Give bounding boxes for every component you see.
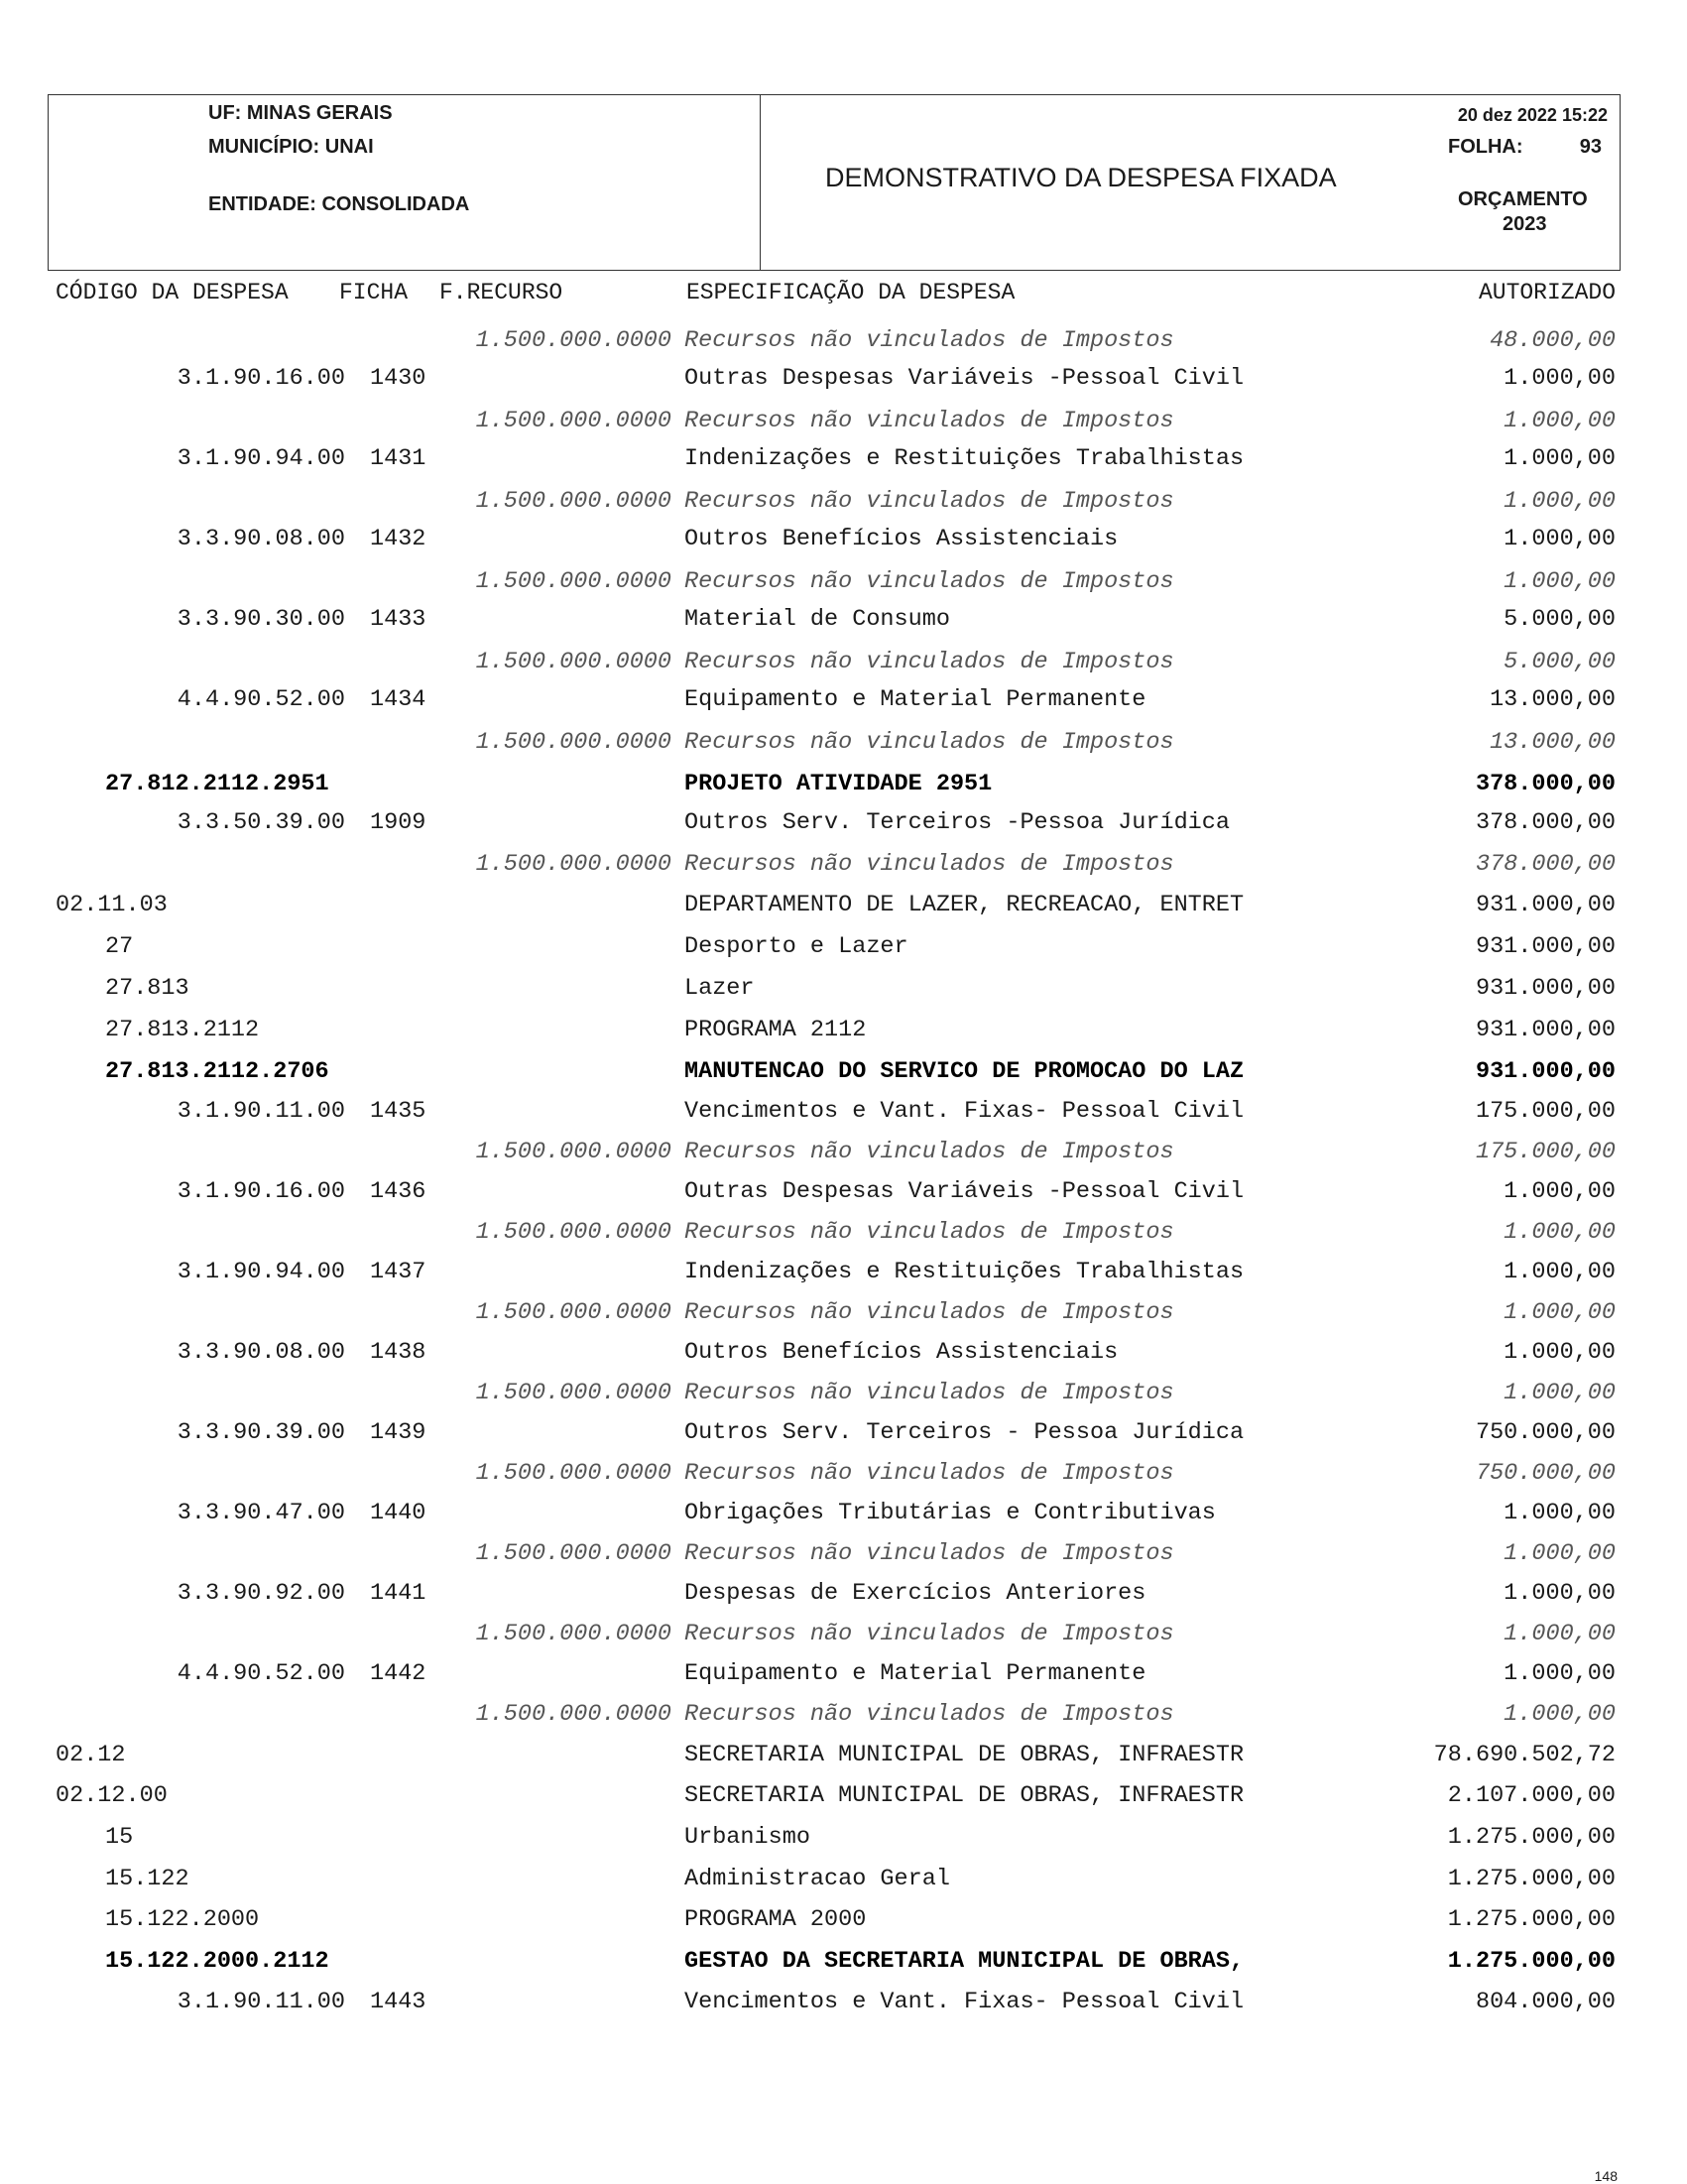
authorized-value: 931.000,00 bbox=[1475, 933, 1616, 960]
expense-description: Equipamento e Material Permanente bbox=[684, 686, 1146, 713]
municipio-label: MUNICÍPIO: UNAI bbox=[208, 136, 374, 158]
table-row bbox=[0, 1823, 1687, 1853]
expense-description: Indenizações e Restituições Trabalhistas bbox=[684, 445, 1245, 472]
expense-code: 27.813.2112 bbox=[105, 1017, 260, 1043]
fonte-recurso: 1.500.000.0000 bbox=[475, 1139, 671, 1165]
authorized-value: 1.000,00 bbox=[1504, 1178, 1616, 1205]
fonte-recurso: 1.500.000.0000 bbox=[475, 851, 671, 878]
authorized-value: 1.000,00 bbox=[1504, 1259, 1616, 1285]
ficha-number: 1437 bbox=[370, 1259, 426, 1285]
expense-code: 3.3.90.30.00 bbox=[177, 606, 345, 633]
table-row bbox=[0, 1418, 1687, 1448]
expense-description: Recursos não vinculados de Impostos bbox=[684, 1299, 1174, 1326]
expense-code: 3.3.90.08.00 bbox=[177, 526, 345, 552]
authorized-value: 1.275.000,00 bbox=[1447, 1824, 1616, 1851]
fonte-recurso: 1.500.000.0000 bbox=[475, 649, 671, 675]
expense-description: DEPARTAMENTO DE LAZER, RECREACAO, ENTRET bbox=[684, 892, 1245, 918]
authorized-value: 931.000,00 bbox=[1475, 1017, 1616, 1043]
authorized-value: 1.000,00 bbox=[1504, 1219, 1616, 1246]
table-row bbox=[0, 1620, 1687, 1649]
column-header-ficha: FICHA bbox=[339, 280, 409, 305]
ficha-number: 1434 bbox=[370, 686, 426, 713]
authorized-value: 750.000,00 bbox=[1475, 1419, 1616, 1446]
expense-code: 27.813 bbox=[105, 975, 189, 1002]
expense-description: Vencimentos e Vant. Fixas- Pessoal Civil bbox=[684, 1098, 1245, 1125]
expense-code: 3.3.90.08.00 bbox=[177, 1339, 345, 1366]
table-row bbox=[0, 1338, 1687, 1368]
fonte-recurso: 1.500.000.0000 bbox=[475, 1219, 671, 1246]
expense-description: Recursos não vinculados de Impostos bbox=[684, 488, 1174, 515]
fonte-recurso: 1.500.000.0000 bbox=[475, 1380, 671, 1406]
expense-description: Despesas de Exercícios Anteriores bbox=[684, 1580, 1146, 1607]
ficha-number: 1439 bbox=[370, 1419, 426, 1446]
authorized-value: 1.000,00 bbox=[1504, 1621, 1616, 1647]
table-row bbox=[0, 1097, 1687, 1127]
authorized-value: 750.000,00 bbox=[1475, 1460, 1616, 1487]
authorized-value: 1.000,00 bbox=[1504, 568, 1616, 595]
fonte-recurso: 1.500.000.0000 bbox=[475, 488, 671, 515]
expense-description: PROGRAMA 2112 bbox=[684, 1017, 867, 1043]
authorized-value: 5.000,00 bbox=[1504, 606, 1616, 633]
table-row bbox=[0, 1741, 1687, 1770]
expense-description: Recursos não vinculados de Impostos bbox=[684, 568, 1174, 595]
table-row bbox=[0, 1258, 1687, 1287]
authorized-value: 804.000,00 bbox=[1475, 1989, 1616, 2015]
ficha-number: 1909 bbox=[370, 809, 426, 836]
ficha-number: 1443 bbox=[370, 1989, 426, 2015]
folha-label: FOLHA: bbox=[1448, 136, 1523, 158]
column-header-codigo: CÓDIGO DA DESPESA bbox=[56, 280, 289, 305]
authorized-value: 1.000,00 bbox=[1504, 1380, 1616, 1406]
expense-description: Recursos não vinculados de Impostos bbox=[684, 408, 1174, 434]
ficha-number: 1431 bbox=[370, 445, 426, 472]
expense-code: 27.812.2112.2951 bbox=[105, 771, 329, 797]
table-row bbox=[0, 1539, 1687, 1569]
expense-code: 3.3.90.39.00 bbox=[177, 1419, 345, 1446]
table-row bbox=[0, 891, 1687, 920]
expense-description: Material de Consumo bbox=[684, 606, 950, 633]
expense-description: Recursos não vinculados de Impostos bbox=[684, 649, 1174, 675]
expense-code: 15 bbox=[105, 1824, 134, 1851]
column-header-especificacao: ESPECIFICAÇÃO DA DESPESA bbox=[686, 280, 1016, 305]
expense-description: Lazer bbox=[684, 975, 755, 1002]
table-row bbox=[0, 648, 1687, 677]
authorized-value: 2.107.000,00 bbox=[1447, 1782, 1616, 1809]
expense-code: 15.122.2000 bbox=[105, 1906, 260, 1933]
orcamento-label: ORÇAMENTO bbox=[1458, 188, 1588, 210]
expense-description: Recursos não vinculados de Impostos bbox=[684, 729, 1174, 756]
expense-description: Outros Serv. Terceiros - Pessoa Jurídica bbox=[684, 1419, 1245, 1446]
authorized-value: 1.000,00 bbox=[1504, 408, 1616, 434]
fonte-recurso: 1.500.000.0000 bbox=[475, 1460, 671, 1487]
authorized-value: 1.275.000,00 bbox=[1447, 1866, 1616, 1892]
header-divider bbox=[760, 94, 761, 271]
authorized-value: 931.000,00 bbox=[1475, 1058, 1616, 1085]
fonte-recurso: 1.500.000.0000 bbox=[475, 1299, 671, 1326]
expense-description: MANUTENCAO DO SERVICO DE PROMOCAO DO LAZ bbox=[684, 1058, 1245, 1085]
expense-description: Recursos não vinculados de Impostos bbox=[684, 1460, 1174, 1487]
expense-description: Outros Serv. Terceiros -Pessoa Jurídica bbox=[684, 809, 1230, 836]
expense-description: Desporto e Lazer bbox=[684, 933, 908, 960]
table-row bbox=[0, 1700, 1687, 1730]
table-row bbox=[0, 487, 1687, 517]
expense-code: 4.4.90.52.00 bbox=[177, 1660, 345, 1687]
expense-description: Recursos não vinculados de Impostos bbox=[684, 1701, 1174, 1728]
entidade-label: ENTIDADE: CONSOLIDADA bbox=[208, 193, 470, 215]
report-datetime: 20 dez 2022 15:22 bbox=[1457, 105, 1608, 125]
authorized-value: 931.000,00 bbox=[1475, 892, 1616, 918]
expense-description: Outras Despesas Variáveis -Pessoal Civil bbox=[684, 1178, 1245, 1205]
expense-description: Recursos não vinculados de Impostos bbox=[684, 851, 1174, 878]
folha-value: 93 bbox=[1579, 136, 1602, 158]
expense-code: 02.12 bbox=[56, 1742, 126, 1768]
expense-code: 27 bbox=[105, 933, 134, 960]
ficha-number: 1441 bbox=[370, 1580, 426, 1607]
expense-description: Vencimentos e Vant. Fixas- Pessoal Civil bbox=[684, 1989, 1245, 2015]
expense-description: Recursos não vinculados de Impostos bbox=[684, 327, 1174, 354]
authorized-value: 1.000,00 bbox=[1504, 1540, 1616, 1567]
table-row bbox=[0, 1298, 1687, 1328]
authorized-value: 1.000,00 bbox=[1504, 1500, 1616, 1526]
table-row bbox=[0, 1177, 1687, 1207]
authorized-value: 1.275.000,00 bbox=[1447, 1906, 1616, 1933]
expense-description: Equipamento e Material Permanente bbox=[684, 1660, 1146, 1687]
expense-description: SECRETARIA MUNICIPAL DE OBRAS, INFRAESTR bbox=[684, 1782, 1245, 1809]
expense-description: Recursos não vinculados de Impostos bbox=[684, 1139, 1174, 1165]
table-row bbox=[0, 1057, 1687, 1087]
table-row bbox=[0, 1579, 1687, 1609]
table-row bbox=[0, 1499, 1687, 1528]
table-row bbox=[0, 525, 1687, 554]
authorized-value: 931.000,00 bbox=[1475, 975, 1616, 1002]
table-row bbox=[0, 444, 1687, 474]
table-row bbox=[0, 1905, 1687, 1935]
expense-description: Outros Benefícios Assistenciais bbox=[684, 1339, 1119, 1366]
table-row bbox=[0, 1379, 1687, 1408]
expense-code: 15.122 bbox=[105, 1866, 189, 1892]
authorized-value: 1.000,00 bbox=[1504, 1339, 1616, 1366]
column-header-autorizado: AUTORIZADO bbox=[1478, 280, 1616, 305]
authorized-value: 1.000,00 bbox=[1504, 445, 1616, 472]
ficha-number: 1433 bbox=[370, 606, 426, 633]
expense-description: Recursos não vinculados de Impostos bbox=[684, 1219, 1174, 1246]
table-row bbox=[0, 932, 1687, 962]
expense-description: Obrigações Tributárias e Contributivas bbox=[684, 1500, 1216, 1526]
expense-code: 3.1.90.16.00 bbox=[177, 365, 345, 392]
ficha-number: 1440 bbox=[370, 1500, 426, 1526]
expense-code: 15.122.2000.2112 bbox=[105, 1948, 329, 1975]
ficha-number: 1442 bbox=[370, 1660, 426, 1687]
authorized-value: 78.690.502,72 bbox=[1433, 1742, 1616, 1768]
table-row bbox=[0, 1218, 1687, 1248]
ficha-number: 1432 bbox=[370, 526, 426, 552]
authorized-value: 1.000,00 bbox=[1504, 1580, 1616, 1607]
expense-code: 3.3.50.39.00 bbox=[177, 809, 345, 836]
uf-label: UF: MINAS GERAIS bbox=[208, 102, 393, 124]
expense-description: Recursos não vinculados de Impostos bbox=[684, 1540, 1174, 1567]
table-row bbox=[0, 685, 1687, 715]
expense-code: 3.1.90.16.00 bbox=[177, 1178, 345, 1205]
page-number: 148 bbox=[1594, 2168, 1618, 2184]
expense-code: 3.3.90.92.00 bbox=[177, 1580, 345, 1607]
expense-description: GESTAO DA SECRETARIA MUNICIPAL DE OBRAS, bbox=[684, 1948, 1245, 1975]
fonte-recurso: 1.500.000.0000 bbox=[475, 408, 671, 434]
authorized-value: 1.000,00 bbox=[1504, 365, 1616, 392]
authorized-value: 5.000,00 bbox=[1504, 649, 1616, 675]
authorized-value: 378.000,00 bbox=[1475, 771, 1616, 797]
authorized-value: 1.000,00 bbox=[1504, 1701, 1616, 1728]
ficha-number: 1436 bbox=[370, 1178, 426, 1205]
table-row bbox=[0, 326, 1687, 356]
expense-description: Indenizações e Restituições Trabalhistas bbox=[684, 1259, 1245, 1285]
authorized-value: 175.000,00 bbox=[1475, 1098, 1616, 1125]
table-row bbox=[0, 1459, 1687, 1489]
authorized-value: 48.000,00 bbox=[1490, 327, 1616, 354]
authorized-value: 13.000,00 bbox=[1490, 686, 1616, 713]
table-row bbox=[0, 1947, 1687, 1977]
table-row bbox=[0, 974, 1687, 1004]
table-row bbox=[0, 1988, 1687, 2017]
expense-description: Urbanismo bbox=[684, 1824, 810, 1851]
report-title: DEMONSTRATIVO DA DESPESA FIXADA bbox=[825, 163, 1337, 192]
expense-code: 02.11.03 bbox=[56, 892, 168, 918]
ficha-number: 1438 bbox=[370, 1339, 426, 1366]
table-row bbox=[0, 364, 1687, 394]
fonte-recurso: 1.500.000.0000 bbox=[475, 729, 671, 756]
authorized-value: 1.275.000,00 bbox=[1447, 1948, 1616, 1975]
expense-description: SECRETARIA MUNICIPAL DE OBRAS, INFRAESTR bbox=[684, 1742, 1245, 1768]
authorized-value: 13.000,00 bbox=[1490, 729, 1616, 756]
expense-description: Recursos não vinculados de Impostos bbox=[684, 1621, 1174, 1647]
expense-code: 4.4.90.52.00 bbox=[177, 686, 345, 713]
table-row bbox=[0, 1781, 1687, 1811]
ficha-number: 1430 bbox=[370, 365, 426, 392]
expense-code: 3.1.90.11.00 bbox=[177, 1098, 345, 1125]
expense-code: 3.1.90.11.00 bbox=[177, 1989, 345, 2015]
authorized-value: 378.000,00 bbox=[1475, 809, 1616, 836]
expense-code: 3.1.90.94.00 bbox=[177, 445, 345, 472]
expense-code: 27.813.2112.2706 bbox=[105, 1058, 329, 1085]
table-row bbox=[0, 1659, 1687, 1689]
expense-code: 3.1.90.94.00 bbox=[177, 1259, 345, 1285]
column-header-fonte: F.RECURSO bbox=[439, 280, 563, 305]
table-row bbox=[0, 567, 1687, 597]
table-row bbox=[0, 407, 1687, 436]
authorized-value: 1.000,00 bbox=[1504, 526, 1616, 552]
authorized-value: 378.000,00 bbox=[1475, 851, 1616, 878]
fonte-recurso: 1.500.000.0000 bbox=[475, 1540, 671, 1567]
authorized-value: 1.000,00 bbox=[1504, 488, 1616, 515]
orcamento-year: 2023 bbox=[1503, 213, 1547, 235]
expense-description: Outros Benefícios Assistenciais bbox=[684, 526, 1119, 552]
authorized-value: 1.000,00 bbox=[1504, 1660, 1616, 1687]
expense-description: Recursos não vinculados de Impostos bbox=[684, 1380, 1174, 1406]
table-row bbox=[0, 770, 1687, 799]
expense-description: PROGRAMA 2000 bbox=[684, 1906, 867, 1933]
table-row bbox=[0, 728, 1687, 758]
fonte-recurso: 1.500.000.0000 bbox=[475, 1621, 671, 1647]
authorized-value: 1.000,00 bbox=[1504, 1299, 1616, 1326]
table-row bbox=[0, 808, 1687, 838]
table-row bbox=[0, 605, 1687, 635]
table-row bbox=[0, 1016, 1687, 1045]
expense-code: 02.12.00 bbox=[56, 1782, 168, 1809]
fonte-recurso: 1.500.000.0000 bbox=[475, 327, 671, 354]
ficha-number: 1435 bbox=[370, 1098, 426, 1125]
table-row bbox=[0, 1138, 1687, 1167]
expense-code: 3.3.90.47.00 bbox=[177, 1500, 345, 1526]
fonte-recurso: 1.500.000.0000 bbox=[475, 1701, 671, 1728]
expense-description: Outras Despesas Variáveis -Pessoal Civil bbox=[684, 365, 1245, 392]
table-row bbox=[0, 1865, 1687, 1894]
authorized-value: 175.000,00 bbox=[1475, 1139, 1616, 1165]
fonte-recurso: 1.500.000.0000 bbox=[475, 568, 671, 595]
expense-description: Administracao Geral bbox=[684, 1866, 950, 1892]
expense-description: PROJETO ATIVIDADE 2951 bbox=[684, 771, 993, 797]
table-row bbox=[0, 850, 1687, 880]
